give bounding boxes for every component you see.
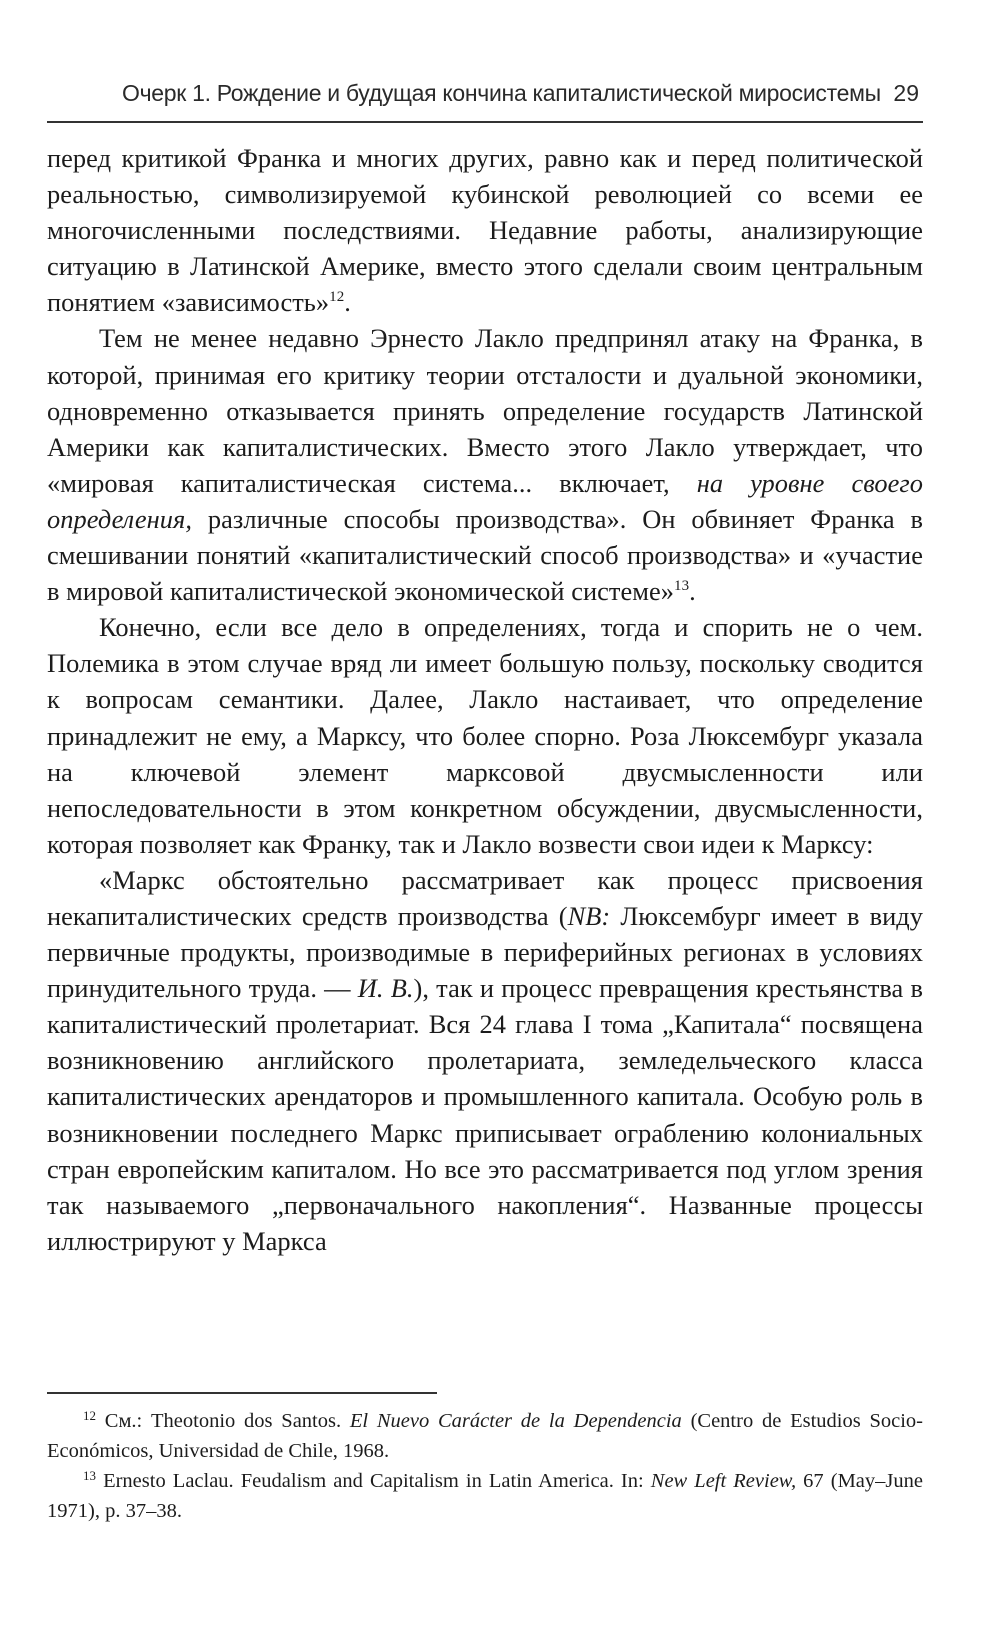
author-initials: И. В. <box>357 973 414 1004</box>
main-text <box>47 140 923 1259</box>
italic-emphasis: на уровне своего определения, <box>47 467 923 534</box>
footnotes <box>47 1406 923 1526</box>
footnote-rule <box>47 1392 437 1394</box>
footnote-13: $^{13}$ Ernesto Laclau. Feudalism and Capitalism in Latin America. In: New Left Review, 67 (May–June 1971), p. 37–38. <box>47 1468 923 1522</box>
footnote-ref-13[interactable]: 13 <box>674 578 690 595</box>
footnote-12: $^{12}$ См.: Theotonio dos Santos. El Nuevo Carácter de la Dependencia (Centro de Estudios Socio-Económicos, Universidad de Chile, 1968. <box>47 1408 923 1462</box>
running-title: Очерк 1. Рождение и будущая кончина капиталистической миросистемы <box>122 80 881 106</box>
page-number: 29 <box>893 80 919 106</box>
running-header <box>47 80 923 110</box>
quotation: «Маркс обстоятельно рассматривает как процесс присвоения некапиталистических средств производства (NB: Люксембург имеет в виду первичные продукты, производимые в периферийных регионах в условиях принудительного труда. — И. В.), так и процесс превращения крестьянства в капиталистический пролетариат. Вся 24 глава I тома „Капитала“ посвящена возникновению английского пролетариата, земледельческого класса капиталистических арендаторов и промышленного капитала. Особую роль в возникновении последнего Маркс приписывает ограблению колониальных стран европейским капиталом. Но все это рассматривается под углом зрения так называемого „первоначального накопления“. Названные процессы иллюстрируют у Маркса <box>47 864 924 1256</box>
paragraph-1: перед критикой Франка и многих других, равно как и перед политической реальностью, символизируемой кубинской революцией со всеми ее многочисленными последствиями. Недавние работы, анализирующие ситуацию в Латинской Америке, вместо этого сделали своим центральным понятием «зависимость»$^{12}$. <box>47 143 923 318</box>
footnote-ref-12[interactable]: 12 <box>329 289 345 306</box>
nb-note: NB: <box>567 900 611 931</box>
paragraph-3: Конечно, если все дело в определениях, тогда и спорить не о чем. Полемика в этом случае вряд ли имеет большую пользу, поскольку сводится к вопросам семантики. Далее, Лакло настаивает, что определение принадлежит не ему, а Марксу, что более спорно. Роза Люксембург указала на ключевой элемент марксовой двусмысленности или непоследовательности в этом конкретном обсуждении, двусмысленности, которая позволяет как Франку, так и Лакло возвести свои идеи к Марксу: <box>47 612 923 859</box>
header-rule <box>47 121 923 123</box>
paragraph-2: Тем не менее недавно Эрнесто Лакло предпринял атаку на Франка, в которой, принимая его критику теории отсталости и дуальной экономики, одновременно отказывается принять определение государств Латинской Америки как капиталистических. Вместо этого Лакло утверждает, что «мировая капиталистическая система... включает, на уровне своего определения, различные способы производства». Он обвиняет Франка в смешивании понятий «капиталистический способ производства» и «участие в мировой капиталистической экономической системе»$^{13}$. <box>47 323 923 607</box>
